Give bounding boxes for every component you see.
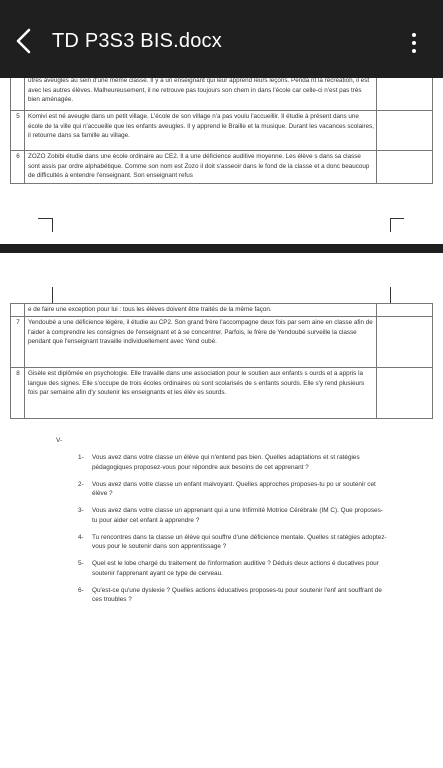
list-item <box>78 586 388 605</box>
question-number: 2- <box>78 480 84 488</box>
question-text: Tu rencontres dans ta classe un élève qui souffre d'une déficience mentale. Quelles st ratégies adoptez-vous pour le soutenir dans son apprentissage ? <box>92 533 387 551</box>
row-number: 7 <box>11 317 25 368</box>
question-text: Vous avez dans votre classe un enfant malvoyant. Quelles approches proposes-tu po ur soutenir cet élève ? <box>92 480 376 498</box>
list-item <box>78 506 388 525</box>
list-item <box>78 533 388 552</box>
empty-cell <box>377 78 433 111</box>
row-number: 8 <box>11 368 25 419</box>
back-button[interactable] <box>10 26 40 56</box>
more-vert-icon <box>412 33 416 37</box>
question-text: Quel est le lobe chargé du traitement de l'information auditive ? Déduis deux actions é ducatives pour soutenir l'apprenant ayant ce type de cerveau. <box>92 560 379 577</box>
crop-mark <box>390 218 391 232</box>
row-text: Komivi est né aveugle dans un petit village. L'école de son village n'a pas voulu l'accueillir. Il étudie à présent dans une école de la ville qui n'accueille que les enfants aveugles. Il y apprend le Braille et la musique. Durant les vacances scolaires, il retourne dans sa famille au village. <box>25 111 377 151</box>
page-separator <box>0 244 443 253</box>
table-row <box>11 111 433 151</box>
arrow-back-icon <box>10 26 40 56</box>
question-text: Vous avez dans votre classe un élève qui n'entend pas bien. Quelles adaptations et st ratégies pédagogiques proposez-vous pour répondre aux besoins de cet apprenant ? <box>92 454 360 471</box>
question-number: 5- <box>78 560 84 568</box>
row-text: Gisèle est diplômée en psychologie. Elle travaille dans une association pour le soutien aux enfants s ourds et a appris la langue des signes. Elle s'occupe de trois écoles ordinaires où sont scolarisés de s enfants sourds. Elle s'y rend plusieurs fois par semaine afin d'y soutenir les enseignants et les élèv es sourds. <box>25 368 377 419</box>
question-number: 4- <box>78 533 84 541</box>
list-item <box>78 453 388 472</box>
question-text: Vous avez dans votre classe un apprenant qui a une Infirmité Motrice Cérébrale (IM C). Que proposes-tu pour aider cet enfant à apprendre ? <box>92 507 383 524</box>
list-item <box>78 480 388 499</box>
row-number <box>11 78 25 111</box>
cases-table-page1 <box>10 78 433 184</box>
crop-mark <box>38 218 52 219</box>
section-label: V- <box>56 437 63 444</box>
row-text: utres aveugles au sein d'une même classe. Il y a un enseignant qui leur apprend leurs leçons. Penda nt la récréation, il est avec les autres élèves. Malheureusement, il ne retrouve pas toujours son chem in dans l'école car celle-ci n'est pas très bien aménagée. <box>25 78 377 111</box>
empty-cell <box>377 111 433 151</box>
crop-mark <box>52 218 53 232</box>
questions-list <box>78 453 388 613</box>
empty-cell <box>377 368 433 419</box>
table-row <box>11 304 433 317</box>
table-row <box>11 151 433 184</box>
table-row <box>11 78 433 111</box>
empty-cell <box>377 304 433 317</box>
row-text: ZOZO Zobibi étudie dans une école ordinaire au CE2. Il a une déficience auditive moyenne. Les élève s dans sa classe sont assis par ordre alphabétique. Comme son nom est Zozo il doit s'asseoir dans le fond de la classe et a donc beaucoup de difficultés à entendre l'enseignant. Son enseignant refus <box>25 151 377 184</box>
row-text: Yendoubé a une déficience légère, il étudie au CP2. Son grand frère l'accompagne deux fois par sem aine en classe afin de l'aider à comprendre les consignes de l'enseignant et à se concentrer. Parfois, le frère de Yendoubé surveille la classe pendant que l'enseignant travaille individuellement avec Yend oubé. <box>25 317 377 368</box>
document-title: TD P3S3 BIS.docx <box>52 30 222 52</box>
table-row <box>11 368 433 419</box>
empty-cell <box>377 151 433 184</box>
more-options-button[interactable] <box>404 28 424 58</box>
crop-mark <box>390 287 391 303</box>
question-text: Qu'est-ce qu'une dyslexie ? Quelles actions éducatives proposes-tu pour soutenir l'enf ant souffrant de ces troubles ? <box>92 586 382 604</box>
row-text: e de faire une exception pour lui : tous les élèves doivent être traités de la même façon. <box>25 304 377 317</box>
crop-mark <box>390 218 404 219</box>
table-row <box>11 317 433 368</box>
row-number: 6 <box>11 151 25 184</box>
question-number: 1- <box>78 454 84 461</box>
row-number <box>11 304 25 317</box>
crop-mark <box>52 287 53 303</box>
document-page-1[interactable] <box>0 78 443 244</box>
list-item <box>78 559 388 578</box>
app-bar <box>0 0 443 78</box>
row-number: 5 <box>11 111 25 151</box>
question-number: 6- <box>78 586 84 594</box>
question-number: 3- <box>78 507 84 515</box>
empty-cell <box>377 317 433 368</box>
cases-table-page2 <box>10 303 433 419</box>
